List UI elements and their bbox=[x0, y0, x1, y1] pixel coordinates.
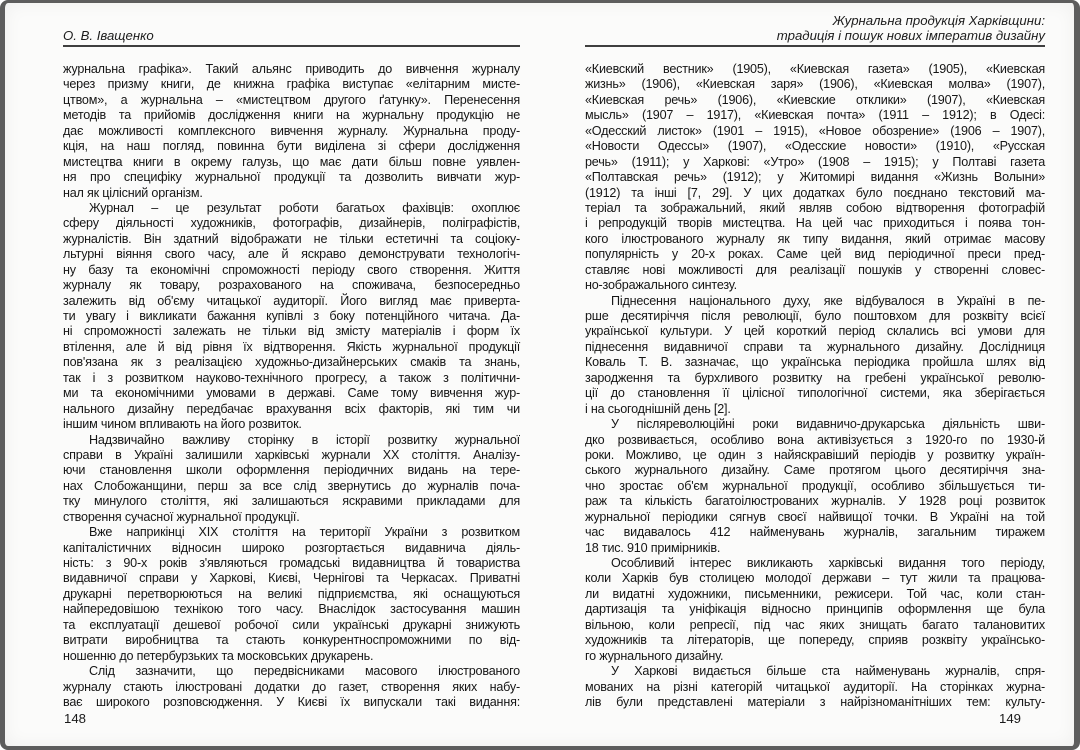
text-line: пов'язана як з реалізацією художньо-дизайнерських смаків та знань, bbox=[63, 355, 520, 370]
text-line: роки. Можливо, це один з найяскравіший періодів у розвитку україн- bbox=[585, 447, 1045, 462]
text-line: друкарні перетворюються на великі підприємства, які оснащуються bbox=[63, 586, 520, 601]
text-line: ції до становлення її цілісної типологічної системи, яка зберігається bbox=[585, 386, 1045, 401]
text-line: ні спроможності залежать не тільки від змісту матеріалів і форм їх bbox=[63, 324, 520, 339]
text-line: української культури. У цей короткий період склались всі умови для bbox=[585, 324, 1045, 339]
text-line: речь» (1911); у Харкові: «Утро» (1908 – 1915); у Полтаві газета bbox=[585, 154, 1045, 169]
text-line: дартизація та уніфікація відносно принципів оформлення ще була bbox=[585, 602, 1045, 617]
text-line: кція, на наш погляд, повинна бути виділена зі сфери дослідження bbox=[63, 139, 520, 154]
text-line: журналу як товару, розрахованого на споживача, безпосередньо bbox=[63, 278, 520, 293]
text-line: видавничої справи у Харкові, Києві, Чернігові та Черкасах. Приватні bbox=[63, 571, 520, 586]
text-line: тку минулого століття, які залишаються яскравими прикладами для bbox=[63, 494, 520, 509]
text-line: іншим чином впливають на його розвиток. bbox=[63, 417, 302, 432]
text-line: ношенню до петербурзьких та московських друкарень. bbox=[63, 648, 374, 663]
text-line: капіталістичних відносин широко розгортається видавнича діяль- bbox=[63, 540, 520, 555]
text-line: ня про специфіку журнальної продукції та дозволить вивчати жур- bbox=[63, 170, 520, 185]
text-line: но-зображального синтезу. bbox=[585, 278, 737, 293]
text-line: Журнал – це результат роботи багатьох фахівців: охоплює bbox=[89, 200, 520, 215]
text-line: «Полтавская речь» (1912); у Житомирі видання «Жизнь Волыни» bbox=[585, 170, 1045, 185]
text-line: «Одесский листок» (1901 – 1915), «Новое обозрение» (1906 – 1907), bbox=[585, 123, 1045, 138]
left-page-text-column bbox=[63, 62, 520, 710]
text-line: та експлуатації дешевої робочої сили українські друкарні знижують bbox=[63, 617, 520, 632]
text-line: льтурні віяння свого часу, але й яскраво демонструвати технологіч- bbox=[63, 247, 520, 262]
text-line: втілення, але й від рівня їх відтворення. Якість журнальної продукції bbox=[63, 339, 520, 354]
text-line: витрати виробництва та стають конкурентноспроможними по від- bbox=[63, 633, 520, 648]
text-line: Надзвичайно важливу сторінку в історії розвитку журнальної bbox=[89, 432, 520, 447]
text-line: Піднесення національного духу, яке відбувалося в Україні в пе- bbox=[611, 293, 1045, 308]
text-line: мистецтва книги в окрему галузь, що має дати більш повне уявлен- bbox=[63, 154, 520, 169]
right-page-header-rule bbox=[585, 14, 1045, 47]
text-line: Слід зазначити, що передвісниками масового ілюстрованого bbox=[89, 664, 520, 679]
text-line: так і з розвитком науково-технічного прогресу, а також з політични- bbox=[63, 370, 520, 385]
right-page bbox=[585, 12, 1045, 726]
text-line: ючи становлення школи оформлення періодичних видань на тере- bbox=[63, 463, 520, 478]
text-line: раж та кількість багатоілюстрованих журналів. У 1928 році розвиток bbox=[585, 494, 1045, 509]
text-line: вільною, коли репресії, під час яких знищать багато талановитих bbox=[585, 617, 1045, 632]
text-line: дає можливості комплексного вивчення журналу. Журнальна проду- bbox=[63, 123, 520, 138]
text-line: ну базу та економічні спроможності періоду свого створення. Життя bbox=[63, 262, 520, 277]
text-line: кого ілюстрованого журналу як типу видання, який отримає масову bbox=[585, 231, 1045, 246]
text-line: «Киевский вестник» (1905), «Киевская газета» (1905), «Киевская bbox=[585, 62, 1045, 76]
text-line: Коваль Т. В. зазначає, що українська періодика пройшла шлях від bbox=[585, 355, 1045, 370]
text-line: популярність у 20-х роках. Саме цей вид періодичної преси пред- bbox=[585, 247, 1045, 262]
text-line: 18 тис. 910 примірників. bbox=[585, 540, 721, 555]
text-line: методів та прийомів дослідження книги на журнальну продукцію не bbox=[63, 108, 520, 123]
text-line: дко розвивається, особливо вона активізується з 1920-го по 1930-й bbox=[585, 432, 1045, 447]
text-line: Особливий інтерес викликають харківські видання того періоду, bbox=[611, 556, 1045, 570]
text-line: (1912) та інші [7, 29]. У цих додатках було поєднано текстовий ма- bbox=[585, 185, 1045, 200]
text-line: журналістів. Він здатний відображати не тільки естетичні та соціоку- bbox=[63, 231, 520, 246]
text-line: нал як цілісний організм. bbox=[63, 185, 203, 200]
text-line: нах Слобожанщини, перш за все слід звернутись до журналів поча- bbox=[63, 478, 520, 493]
text-line: У післяреволюційні роки видавничо-друкарська діяльність шви- bbox=[611, 417, 1045, 432]
text-line: піднесення видавничої справи та журнального дизайну. Дослідниця bbox=[585, 339, 1045, 354]
text-line: створення сучасної журнальної продукції. bbox=[63, 509, 300, 524]
text-line: художників та літераторів, ще попереду, сприяв розквіту українсько- bbox=[585, 633, 1045, 648]
text-line: журнальної періодики сягнув своєї найвищої точки. В Україні на той bbox=[585, 509, 1045, 524]
text-line: Вже наприкінці ХІХ століття на території України з розвитком bbox=[89, 525, 520, 540]
left-page-number: 148 bbox=[64, 711, 87, 726]
text-line: цтвом», а журнальна – «мистецтвом другого ґатунку». Перенесення bbox=[63, 92, 520, 107]
text-line: журналу стають ілюстровані додатки до газет, створення яких набу- bbox=[63, 679, 520, 694]
text-line: ває широкого розповсюдження. У Києві їх випускали такі видання: bbox=[63, 694, 520, 709]
title-running-header bbox=[777, 13, 1045, 43]
text-line: нального дизайну передбачає врахування всіх факторів, які тим чи bbox=[63, 401, 520, 416]
text-line: через призму книги, де книжна графіка виступає «елітарним мисте- bbox=[63, 77, 520, 92]
text-line: справи в Україні залишили харківські журнали ХХ століття. Аналізу- bbox=[63, 447, 520, 462]
text-line: зародження та бурхливого розвитку на гребені української револю- bbox=[585, 370, 1045, 385]
right-page-number: 149 bbox=[998, 711, 1021, 726]
left-page-header-rule bbox=[63, 14, 520, 47]
title-running-header-line1: Журнальна продукція Харківщини: bbox=[832, 12, 1045, 28]
text-line: коли Харків був столицею молодої держави – тут жили та працюва- bbox=[585, 571, 1045, 586]
text-line: залежить від об'єму читацької аудиторії. Його вигляд має приверта- bbox=[63, 293, 520, 308]
text-line: і на сьогоднішній день [2]. bbox=[585, 401, 731, 416]
left-page bbox=[63, 14, 520, 726]
text-line: рше десятиріччя після революції, було поштовхом для розквіту всієї bbox=[585, 309, 1045, 323]
right-page-text-column bbox=[585, 62, 1045, 710]
text-line: чно зростає об'єм журнальної продукції, особливо збільшується ти- bbox=[585, 478, 1045, 493]
text-line: лів були представлені матеріали з найрізноманітніших тем: культу- bbox=[585, 694, 1045, 709]
text-line: «Новости Одессы» (1907), «Одесские новости» (1910), «Русская bbox=[585, 139, 1045, 154]
text-line: жизнь» (1906), «Киевская заря» (1906), «Киевская молва» (1907), bbox=[585, 77, 1045, 92]
text-line: ського журнального дизайну. Саме протягом цього десятиріччя зна- bbox=[585, 463, 1045, 478]
text-line: ти увагу і викликати бажання купівлі з боку потенційного читача. Да- bbox=[63, 309, 520, 323]
text-line: «Киевская речь» (1906), «Киевские отклики» (1907), «Киевская bbox=[585, 92, 1045, 107]
title-running-header-line2: традиція і пошук нових імператив дизайну bbox=[776, 27, 1045, 43]
text-line: журнальна графіка». Такий альянс приводить до вивчення журналу bbox=[63, 62, 520, 76]
author-running-header: О. В. Іващенко bbox=[63, 28, 154, 43]
text-line: ність: з 90-х років з'являються громадські видавництва й товариства bbox=[63, 556, 520, 570]
text-line: час видавалось 412 найменувань журналів, загальним тиражем bbox=[585, 525, 1045, 540]
text-line: мысль» (1907 – 1917), «Киевская почта» (1911 – 1912); в Одесі: bbox=[585, 108, 1045, 123]
text-line: ми та економічними умовами в державі. Саме тому вивчення жур- bbox=[63, 386, 520, 401]
text-line: і репродукцій творів мистецтва. На цей час приходиться і поява тон- bbox=[585, 216, 1045, 231]
text-line: У Харкові видається більше ста найменувань журналів, спря- bbox=[611, 664, 1045, 679]
text-line: мованих на різні категорій читацької аудиторії. На сторінках журна- bbox=[585, 679, 1045, 694]
text-line: найпередовішою технікою того часу. Внаслідок застосування машин bbox=[63, 602, 520, 617]
text-line: ли видатні художники, письменники, режисери. Той час, коли стан- bbox=[585, 586, 1045, 601]
text-line: теріал та зображальний, який являв собою відтворення фотографій bbox=[585, 200, 1045, 215]
text-line: ставляє нові можливості для реалізації пошуків у створенні словес- bbox=[585, 262, 1045, 277]
text-line: сферу діяльності художників, фотографів, дизайнерів, поліграфістів, bbox=[63, 216, 520, 231]
text-line: го журнального дизайну. bbox=[585, 648, 724, 663]
